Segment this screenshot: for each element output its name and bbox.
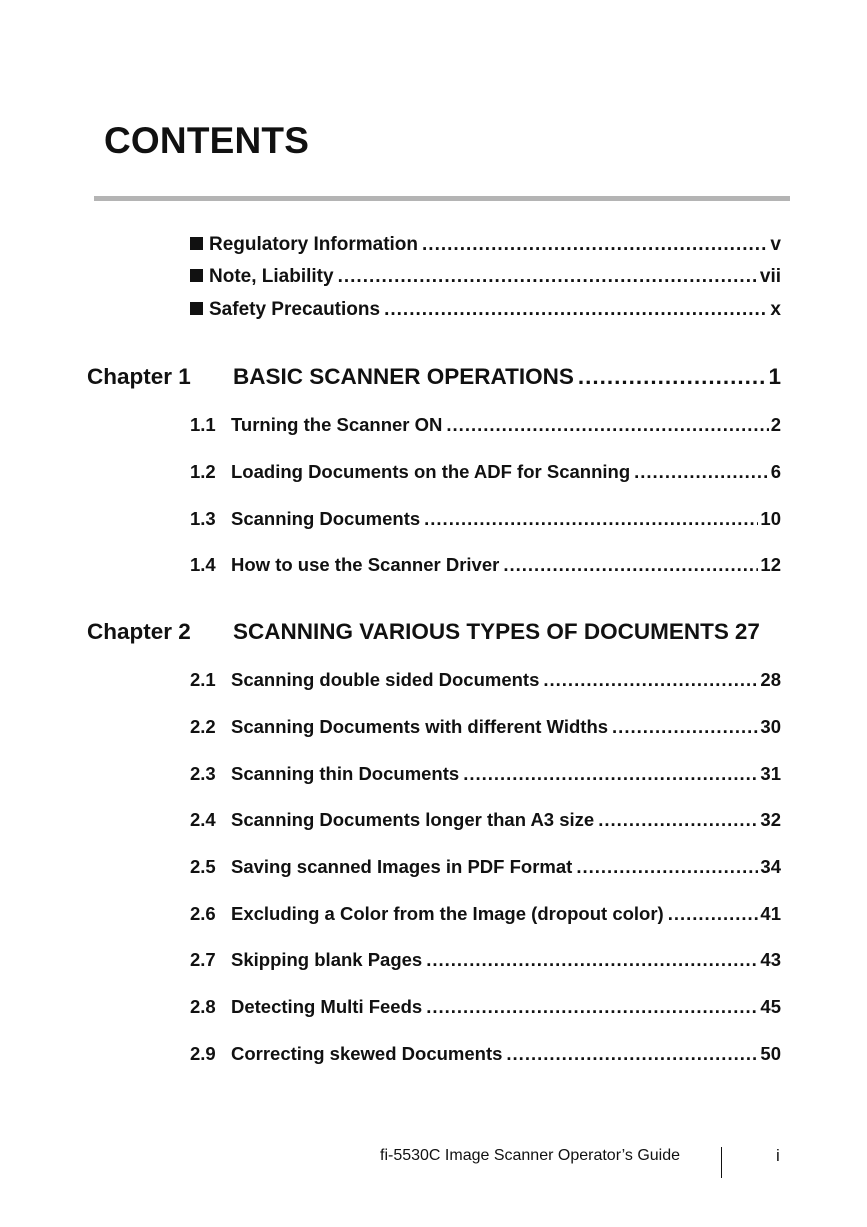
dot-leader xyxy=(506,1043,758,1065)
section-title: Saving scanned Images in PDF Format xyxy=(231,856,573,877)
toc-entry-label: Note, Liability xyxy=(209,266,334,287)
section-title: Correcting skewed Documents xyxy=(231,1043,503,1064)
toc-page-number: 34 xyxy=(760,856,781,877)
toc-entry-safety-precautions[interactable] xyxy=(190,299,781,321)
toc-page-number: 10 xyxy=(760,508,781,529)
toc-page-number: 12 xyxy=(760,554,781,575)
footer-page-number: i xyxy=(776,1146,780,1165)
title-divider xyxy=(94,196,790,201)
section-title: Scanning Documents with different Widths xyxy=(231,716,609,737)
toc-page-number: 1 xyxy=(768,364,781,389)
section-number: 2.9 xyxy=(190,1043,216,1064)
toc-section-1-3[interactable] xyxy=(190,508,781,530)
chapter-title: BASIC SCANNER OPERATIONS xyxy=(233,364,574,389)
toc-section-1-4[interactable] xyxy=(190,554,781,576)
toc-entry-regulatory-information[interactable] xyxy=(190,234,781,256)
section-number: 2.1 xyxy=(190,669,216,690)
dot-leader xyxy=(338,266,758,288)
section-number: 2.6 xyxy=(190,903,216,924)
dot-leader xyxy=(426,996,758,1018)
toc-section-1-1[interactable] xyxy=(190,414,781,436)
section-title: Scanning Documents longer than A3 size xyxy=(231,809,595,830)
section-title: Loading Documents on the ADF for Scanning xyxy=(231,461,631,482)
toc-entry-label: Regulatory Information xyxy=(209,234,419,255)
dot-leader xyxy=(612,716,758,738)
toc-section-2-2[interactable] xyxy=(190,716,781,738)
dot-leader xyxy=(576,856,758,878)
section-title: Turning the Scanner ON xyxy=(231,414,443,435)
section-number: 2.2 xyxy=(190,716,216,737)
toc-page-number: v xyxy=(770,234,781,255)
toc-page-number: vii xyxy=(759,266,781,287)
section-title: Skipping blank Pages xyxy=(231,949,423,970)
toc-section-2-1[interactable] xyxy=(190,669,781,691)
toc-section-2-7[interactable] xyxy=(190,949,781,971)
toc-page-number: 27 xyxy=(734,619,760,644)
footer-guide-title: fi-5530C Image Scanner Operator’s Guide xyxy=(380,1147,681,1164)
dot-leader xyxy=(422,234,768,256)
dot-leader xyxy=(384,299,768,321)
section-number: 2.8 xyxy=(190,996,216,1017)
toc-page-number: 28 xyxy=(760,669,781,690)
dot-leader xyxy=(463,763,758,785)
toc-page-number: 30 xyxy=(760,716,781,737)
section-number: 2.4 xyxy=(190,809,216,830)
dot-leader xyxy=(426,949,758,971)
section-number: 2.7 xyxy=(190,949,216,970)
toc-section-1-2[interactable] xyxy=(190,461,781,483)
dot-leader xyxy=(503,554,758,576)
toc-entry-note-liability[interactable] xyxy=(190,266,781,288)
square-bullet-icon xyxy=(190,302,203,315)
toc-page-number: 32 xyxy=(760,809,781,830)
toc-page-number: 41 xyxy=(760,903,781,924)
section-title: How to use the Scanner Driver xyxy=(231,554,500,575)
toc-section-2-9[interactable] xyxy=(190,1043,781,1065)
section-number: 1.3 xyxy=(190,508,216,529)
section-title: Scanning Documents xyxy=(231,508,421,529)
toc-page-number: x xyxy=(770,299,781,320)
section-title: Scanning thin Documents xyxy=(231,763,460,784)
chapter-title: SCANNING VARIOUS TYPES OF DOCUMENTS xyxy=(233,619,729,644)
toc-section-2-6[interactable] xyxy=(190,903,781,925)
toc-page-number: 45 xyxy=(760,996,781,1017)
toc-chapter-1[interactable] xyxy=(87,364,781,390)
section-number: 1.1 xyxy=(190,414,216,435)
dot-leader xyxy=(446,414,768,436)
section-number: 2.5 xyxy=(190,856,216,877)
section-number: 1.2 xyxy=(190,461,216,482)
dot-leader xyxy=(543,669,758,691)
toc-page-number: 50 xyxy=(760,1043,781,1064)
square-bullet-icon xyxy=(190,269,203,282)
toc-page-number: 2 xyxy=(770,414,781,435)
page-title: CONTENTS xyxy=(104,120,310,161)
dot-leader xyxy=(424,508,758,530)
toc-section-2-8[interactable] xyxy=(190,996,781,1018)
toc-chapter-2[interactable] xyxy=(87,619,781,645)
dot-leader xyxy=(668,903,759,925)
dot-leader xyxy=(634,461,769,483)
section-title: Excluding a Color from the Image (dropout color) xyxy=(231,903,664,924)
toc-page-number: 31 xyxy=(760,763,781,784)
toc-section-2-5[interactable] xyxy=(190,856,781,878)
section-number: 1.4 xyxy=(190,554,216,575)
section-number: 2.3 xyxy=(190,763,216,784)
toc-section-2-3[interactable] xyxy=(190,763,781,785)
toc-page-number: 6 xyxy=(770,461,781,482)
section-title: Scanning double sided Documents xyxy=(231,669,540,690)
dot-leader xyxy=(598,809,758,831)
toc-page-number: 43 xyxy=(760,949,781,970)
toc-entry-label: Safety Precautions xyxy=(209,299,381,320)
footer-divider xyxy=(721,1147,722,1178)
toc-section-2-4[interactable] xyxy=(190,809,781,831)
chapter-number: Chapter 2 xyxy=(87,619,191,644)
square-bullet-icon xyxy=(190,237,203,250)
chapter-number: Chapter 1 xyxy=(87,364,191,389)
section-title: Detecting Multi Feeds xyxy=(231,996,423,1017)
dot-leader xyxy=(578,364,767,390)
